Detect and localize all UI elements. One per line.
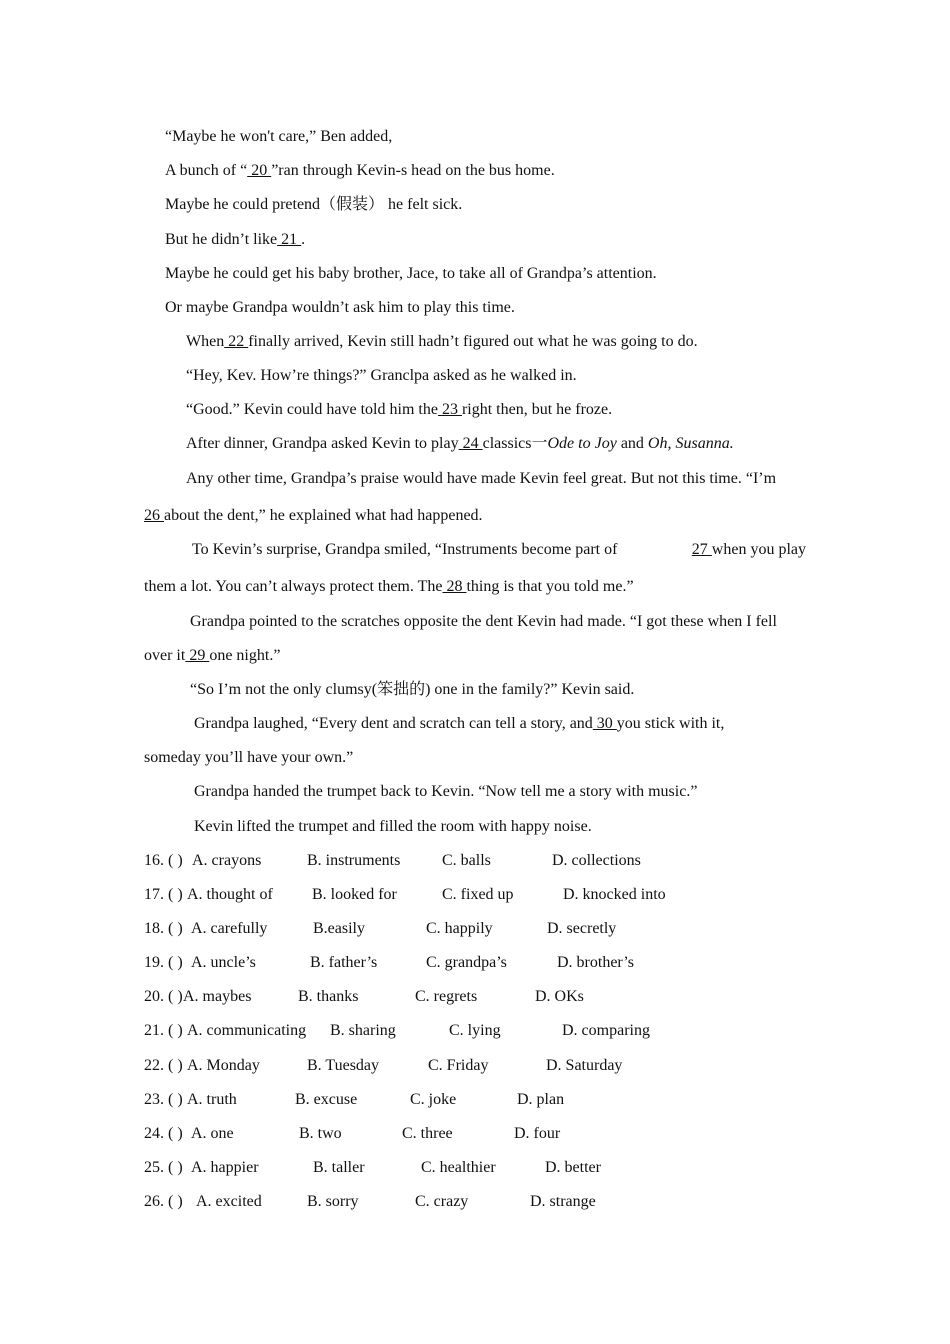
option-c: C. three — [402, 1125, 453, 1142]
question-18 — [144, 919, 744, 939]
line-text: Maybe he could pretend（假装） he felt sick. — [165, 196, 463, 213]
option-a: A. truth — [187, 1091, 237, 1108]
line-text: “Hey, Kev. How’re things?” Granclpa asked as he walked in. — [186, 367, 577, 384]
option-d: D. comparing — [562, 1022, 650, 1039]
line-text: “Maybe he won't care,” Ben added, — [165, 128, 393, 145]
question-number: 19. ( ) — [144, 954, 183, 971]
option-c: C. lying — [449, 1022, 501, 1039]
line-text: classics一 — [482, 435, 548, 452]
line-text: ”ran through Kevin-s head on the bus home. — [271, 162, 555, 179]
passage-line — [144, 646, 280, 666]
line-text: When — [186, 333, 225, 350]
line-text: and — [616, 435, 648, 452]
option-a: A. happier — [191, 1159, 259, 1176]
option-d: D. OKs — [535, 988, 584, 1005]
option-b: B. sorry — [307, 1193, 359, 1210]
passage-line — [190, 612, 777, 632]
line-text: finally arrived, Kevin still hadn’t figured out what he was going to do. — [248, 333, 698, 350]
option-b: B. taller — [313, 1159, 365, 1176]
option-d: D. secretly — [547, 920, 617, 937]
question-25 — [144, 1158, 744, 1178]
blank-30: 30 — [592, 715, 617, 732]
question-26 — [144, 1192, 744, 1212]
option-c: C. fixed up — [442, 886, 514, 903]
passage-line — [190, 680, 634, 700]
line-text: thing is that you told me.” — [466, 578, 634, 595]
question-number: 22. ( ) — [144, 1057, 183, 1074]
passage-line — [194, 817, 592, 837]
option-a: A. maybes — [183, 988, 252, 1005]
option-d: D. brother’s — [557, 954, 635, 971]
option-c: C. healthier — [421, 1159, 496, 1176]
option-d: D. knocked into — [563, 886, 666, 903]
question-23 — [144, 1090, 744, 1110]
line-text: Grandpa handed the trumpet back to Kevin. “Now tell me a story with music.” — [194, 783, 698, 800]
line-text: one night.” — [209, 647, 281, 664]
blank-22: 22 — [224, 333, 249, 350]
line-text: when you play — [711, 541, 806, 558]
option-c: C. happily — [426, 920, 493, 937]
option-a: A. Monday — [187, 1057, 260, 1074]
passage-line — [165, 298, 515, 318]
blank-29: 29 — [185, 647, 210, 664]
question-number: 18. ( ) — [144, 920, 183, 937]
option-a: A. carefully — [191, 920, 268, 937]
option-c: C. crazy — [415, 1193, 469, 1210]
passage-line — [144, 577, 634, 597]
option-b: B. looked for — [312, 886, 397, 903]
passage-line — [186, 366, 577, 386]
passage-line — [194, 782, 697, 802]
line-text: over it — [144, 647, 186, 664]
option-c: C. balls — [442, 852, 491, 869]
option-d: D. collections — [552, 852, 641, 869]
passage-line — [192, 540, 806, 560]
blank-28: 28 — [442, 578, 467, 595]
question-number: 24. ( ) — [144, 1125, 183, 1142]
option-b: B. two — [299, 1125, 342, 1142]
option-a: A. crayons — [192, 852, 262, 869]
line-text: To Kevin’s surprise, Grandpa smiled, “Instruments become part of — [192, 541, 618, 558]
blank-23: 23 — [437, 401, 462, 418]
question-16 — [144, 851, 744, 871]
line-text: Grandpa laughed, “Every dent and scratch can tell a story, and — [194, 715, 593, 732]
passage-line — [165, 127, 392, 147]
option-a: A. excited — [196, 1193, 262, 1210]
option-b: B. father’s — [310, 954, 378, 971]
question-number: 23. ( ) — [144, 1091, 183, 1108]
line-text: right then, but he froze. — [461, 401, 613, 418]
line-text: A bunch of “ — [165, 162, 248, 179]
option-d: D. strange — [530, 1193, 596, 1210]
line-text: them a lot. You can’t always protect them. The — [144, 578, 443, 595]
line-text: Or maybe Grandpa wouldn’t ask him to play this time. — [165, 299, 515, 316]
line-text: Maybe he could get his baby brother, Jace, to take all of Grandpa’s attention. — [165, 265, 657, 282]
passage-line — [165, 230, 305, 250]
song-title: Oh, Susanna. — [647, 435, 734, 452]
blank-27: 27 — [691, 541, 712, 558]
passage-line — [165, 195, 462, 215]
blank-20: 20 — [247, 162, 272, 179]
blank-24: 24 — [458, 435, 483, 452]
line-text: you stick with it, — [616, 715, 725, 732]
question-number: 17. ( ) — [144, 886, 183, 903]
question-20 — [144, 987, 744, 1007]
question-24 — [144, 1124, 744, 1144]
option-b: B.easily — [313, 920, 365, 937]
question-number: 25. ( ) — [144, 1159, 183, 1176]
option-b: B. Tuesday — [307, 1057, 380, 1074]
option-c: C. Friday — [428, 1057, 489, 1074]
question-number: 26. ( ) — [144, 1193, 183, 1210]
question-number: 21. ( ) — [144, 1022, 183, 1039]
line-text: Any other time, Grandpa’s praise would have made Kevin feel great. But not this time. “I’m — [186, 470, 777, 487]
passage-line — [165, 264, 657, 284]
line-text: “So I’m not the only clumsy(笨拙的) one in the family?” Kevin said. — [190, 681, 635, 698]
question-19 — [144, 953, 744, 973]
option-d: D. Saturday — [546, 1057, 623, 1074]
blank-26: 26 — [144, 507, 164, 524]
passage-line — [186, 469, 776, 489]
passage-line — [186, 332, 698, 352]
blank-21: 21 — [277, 231, 302, 248]
passage-line — [165, 161, 555, 181]
option-d: D. plan — [517, 1091, 565, 1108]
question-number: 16. ( ) — [144, 852, 183, 869]
passage-line — [186, 400, 612, 420]
option-b: B. instruments — [307, 852, 401, 869]
question-17 — [144, 885, 744, 905]
option-b: B. excuse — [295, 1091, 358, 1108]
passage-line — [144, 748, 353, 768]
option-a: A. communicating — [187, 1022, 307, 1039]
song-title: Ode to Joy — [547, 435, 617, 452]
line-text: After dinner, Grandpa asked Kevin to play — [186, 435, 459, 452]
line-text: . — [301, 231, 306, 248]
option-b: B. thanks — [298, 988, 359, 1005]
option-a: A. thought of — [187, 886, 273, 903]
line-text: someday you’ll have your own.” — [144, 749, 354, 766]
line-text: about the dent,” he explained what had happened. — [164, 507, 483, 524]
passage-line — [194, 714, 724, 734]
question-number: 20. ( ) — [144, 988, 183, 1005]
option-a: A. uncle’s — [191, 954, 256, 971]
option-c: C. joke — [410, 1091, 457, 1108]
line-text: “Good.” Kevin could have told him the — [186, 401, 438, 418]
passage-line — [144, 506, 483, 526]
option-c: C. regrets — [415, 988, 478, 1005]
question-22 — [144, 1056, 744, 1076]
option-d: D. better — [545, 1159, 601, 1176]
option-b: B. sharing — [330, 1022, 396, 1039]
line-text: But he didn’t like — [165, 231, 278, 248]
option-a: A. one — [191, 1125, 234, 1142]
question-21 — [144, 1021, 744, 1041]
passage-line — [186, 434, 734, 454]
line-text: Grandpa pointed to the scratches opposite the dent Kevin had made. “I got these when I fell — [190, 613, 777, 630]
option-c: C. grandpa’s — [426, 954, 507, 971]
option-d: D. four — [514, 1125, 561, 1142]
line-text: Kevin lifted the trumpet and filled the room with happy noise. — [194, 818, 592, 835]
